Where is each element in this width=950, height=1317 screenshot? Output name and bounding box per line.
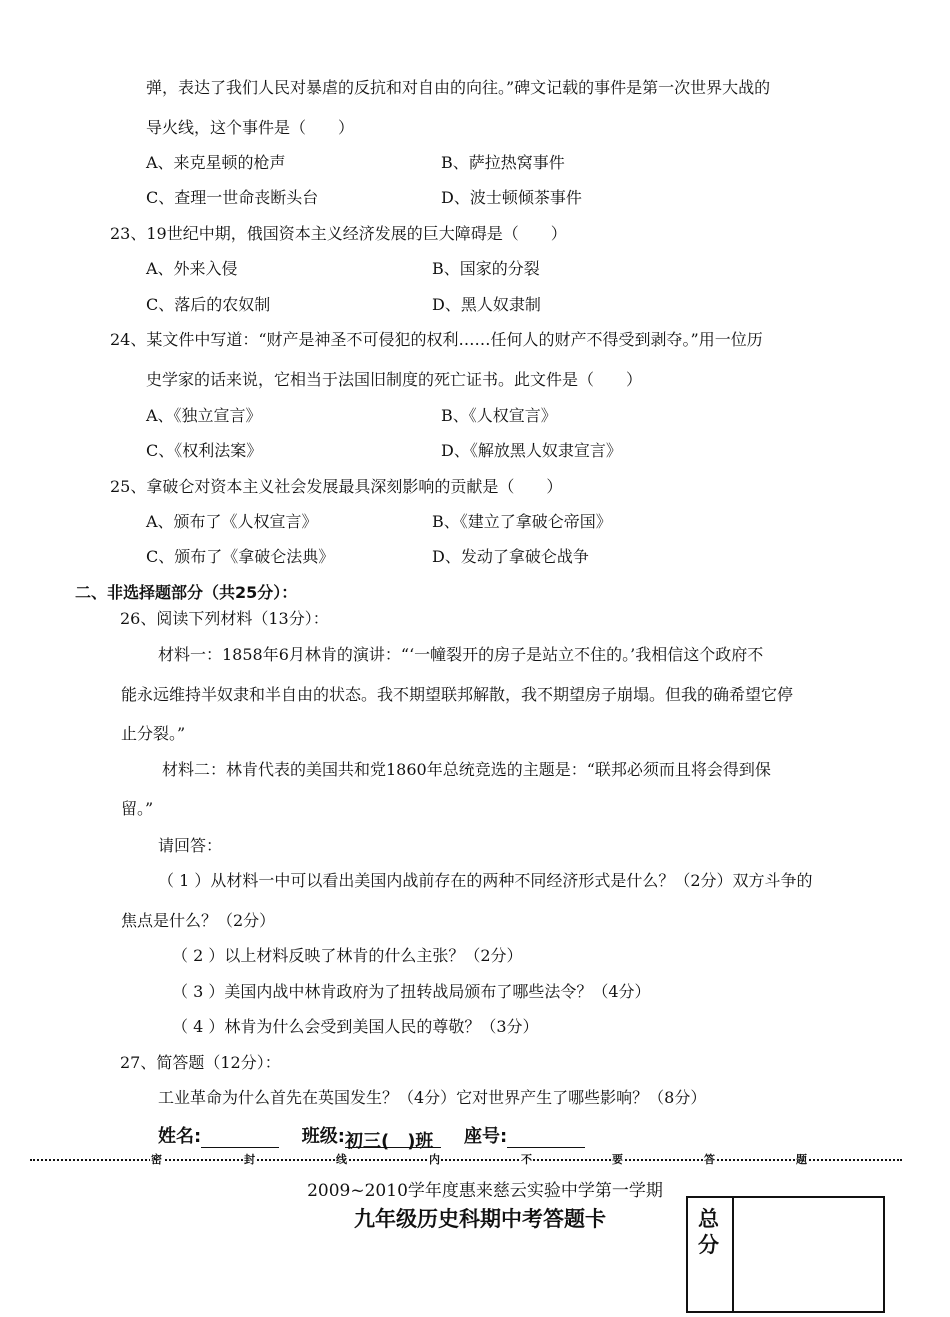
q23-stem: 23、19世纪中期，俄国资本主义经济发展的巨大障碍是（ ） — [110, 224, 567, 243]
seat-field[interactable] — [507, 1127, 585, 1148]
q26-part3: （ 3 ）美国内战中林肯政府为了扭转战局颁布了哪些法令？（4分） — [172, 982, 651, 1001]
seal-char: 封 — [244, 1153, 255, 1166]
class-label: 班级: — [301, 1126, 345, 1147]
q26-material2-line1: 材料二：林肯代表的美国共和党1860年总统竞选的主题是：“联邦必须而且将会得到保 — [162, 760, 771, 779]
q26-material2-line2: 留。” — [121, 799, 154, 818]
seal-char: 内 — [429, 1153, 440, 1166]
total-score-label: 总分 — [698, 1207, 719, 1257]
q24-stem-line1: 24、某文件中写道：“财产是神圣不可侵犯的权利……任何人的财产不得受到剥夺。”用一位历 — [110, 330, 763, 349]
class-value: 初三( )班 — [344, 1131, 434, 1152]
seal-char: 答 — [704, 1153, 715, 1166]
seal-char: 要 — [612, 1153, 623, 1166]
q22-stem-line1: 弹，表达了我们人民对暴虐的反抗和对自由的向往。”碑文记载的事件是第一次世界大战的 — [146, 78, 771, 97]
q22-option-d: D、波士顿倾茶事件 — [441, 188, 582, 207]
q23-option-b: B、国家的分裂 — [432, 259, 540, 278]
student-info-row — [158, 1122, 585, 1152]
q24-option-d: D、《解放黑人奴隶宣言》 — [441, 441, 622, 460]
total-score-box — [686, 1196, 885, 1313]
seal-char: 线 — [336, 1153, 347, 1166]
q26-part2: （ 2 ）以上材料反映了林肯的什么主张？（2分） — [172, 946, 523, 965]
seal-char: 密 — [151, 1153, 162, 1166]
q25-option-c: C、颁布了《拿破仑法典》 — [146, 547, 335, 566]
q22-option-b: B、萨拉热窝事件 — [441, 153, 565, 172]
score-box-divider — [732, 1198, 734, 1311]
q26-prompt: 请回答： — [158, 836, 223, 855]
q23-option-c: C、落后的农奴制 — [146, 295, 271, 314]
q24-option-a: A、《独立宣言》 — [146, 406, 262, 425]
q22-option-c: C、查理一世命丧断头台 — [146, 188, 319, 207]
seat-label: 座号: — [463, 1126, 508, 1147]
q23-option-d: D、黑人奴隶制 — [432, 295, 541, 314]
name-field[interactable] — [201, 1127, 279, 1148]
q25-option-a: A、颁布了《人权宣言》 — [146, 512, 318, 531]
seal-char: 不 — [521, 1153, 532, 1166]
q26-material1-line2: 能永远维持半奴隶和半自由的状态。我不期望联邦解散，我不期望房子崩塌。但我的确希望它停 — [121, 685, 794, 704]
q26-material1-line1: 材料一：1858年6月林肯的演讲：“‘一幢裂开的房子是站立不住的。’我相信这个政府不 — [158, 645, 764, 664]
answer-card-title: 九年级历史科期中考答题卡 — [354, 1207, 606, 1231]
seal-char: 题 — [796, 1153, 807, 1166]
q25-stem: 25、拿破仑对资本主义社会发展最具深刻影响的贡献是（ ） — [110, 477, 563, 496]
q26-part1-line1: （ 1 ）从材料一中可以看出美国内战前存在的两种不同经济形式是什么？（2分）双方斗争的 — [158, 871, 813, 890]
q27-stem: 27、简答题（12分）： — [120, 1053, 281, 1072]
q26-material1-line3: 止分裂。” — [121, 724, 186, 743]
q26-part4: （ 4 ）林肯为什么会受到美国人民的尊敬？（3分） — [172, 1017, 539, 1036]
q24-stem-line2: 史学家的话来说，它相当于法国旧制度的死亡证书。此文件是（ ） — [146, 370, 643, 389]
q27-body: 工业革命为什么首先在英国发生？（4分）它对世界产生了哪些影响？（8分） — [158, 1088, 707, 1107]
q26-part1-line2: 焦点是什么？（2分） — [121, 911, 276, 930]
class-field[interactable] — [344, 1127, 441, 1152]
q25-option-d: D、发动了拿破仑战争 — [432, 547, 589, 566]
section2-heading: 二、非选择题部分（共25分）： — [75, 583, 298, 602]
q22-stem-line2: 导火线，这个事件是（ ） — [146, 118, 355, 137]
answer-card-subtitle: 2009~2010学年度惠来慈云实验中学第一学期 — [307, 1181, 663, 1201]
q23-option-a: A、外来入侵 — [146, 259, 238, 278]
q24-option-c: C、《权利法案》 — [146, 441, 263, 460]
seal-line — [30, 1155, 902, 1167]
q26-stem: 26、阅读下列材料（13分）： — [120, 609, 329, 628]
q24-option-b: B、《人权宣言》 — [441, 406, 557, 425]
q25-option-b: B、《建立了拿破仑帝国》 — [432, 512, 612, 531]
q22-option-a: A、来克星顿的枪声 — [146, 153, 286, 172]
name-label: 姓名: — [158, 1126, 202, 1147]
